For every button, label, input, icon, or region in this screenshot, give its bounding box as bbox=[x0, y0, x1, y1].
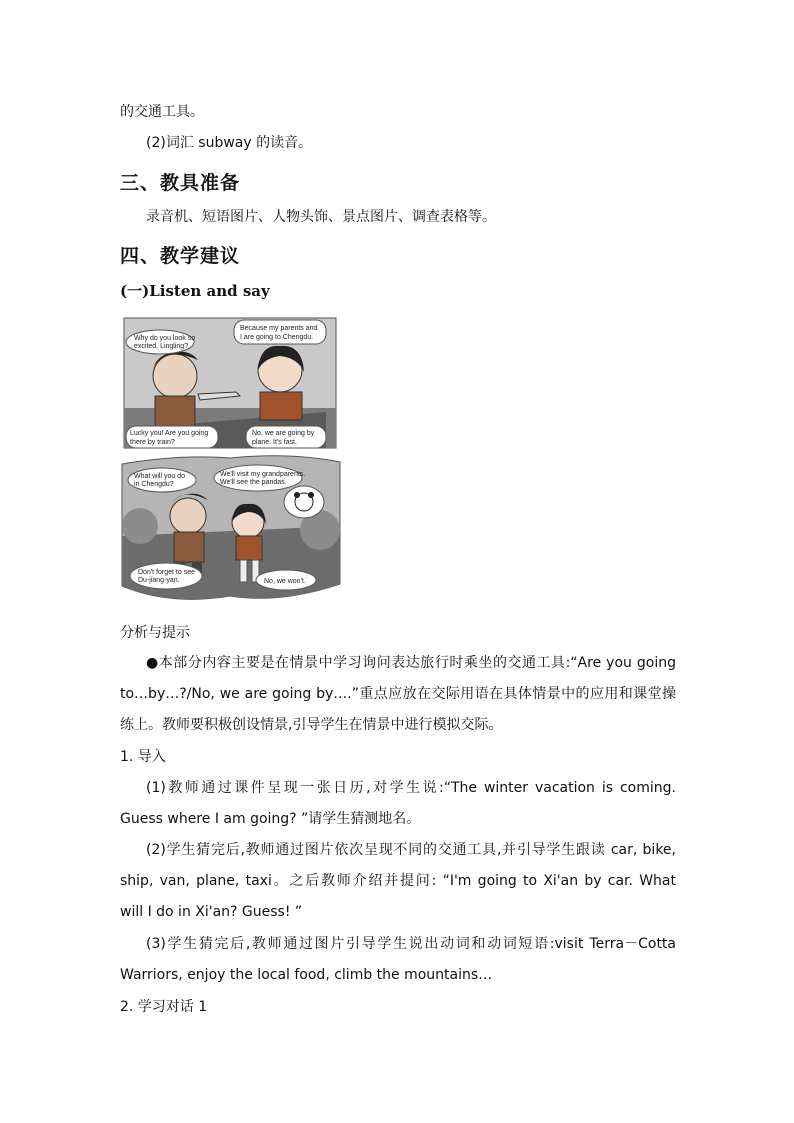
speech-bubble bbox=[256, 570, 316, 590]
bubble-text: I are going to Chengdu. bbox=[240, 334, 314, 341]
section-heading: 四、教学建议 bbox=[120, 245, 241, 267]
bubble-text: in Chengdu? bbox=[134, 481, 174, 488]
speech-bubble bbox=[246, 426, 326, 448]
bubble-text: We'll see the pandas. bbox=[220, 479, 287, 486]
speech-bubble bbox=[126, 330, 195, 354]
paragraph-line: (3)学生猜完后,教师通过图片引导学生说出动词和动词短语:visit Terra－Cotta bbox=[146, 936, 676, 952]
bubble-text: No, we won't. bbox=[264, 578, 306, 585]
bubble-text: Don't forget to see bbox=[138, 569, 195, 576]
bubble-text: Du-jiang-yan. bbox=[138, 577, 180, 584]
bubble-text: Because my parents and bbox=[240, 325, 318, 332]
speech-bubble bbox=[234, 320, 326, 344]
paragraph-line: (2)学生猜完后,教师通过图片依次呈现不同的交通工具,并引导学生跟读 car, bike, bbox=[146, 842, 676, 858]
comic-svg bbox=[120, 316, 342, 606]
paragraph-line: will I do in Xi'an? Guess! ” bbox=[120, 904, 303, 920]
text-line: (2)词汇 subway 的读音。 bbox=[146, 135, 313, 151]
text-line: 的交通工具。 bbox=[120, 104, 204, 120]
bubble-text: Why do you look so bbox=[134, 335, 196, 342]
section-heading: 三、教具准备 bbox=[120, 172, 241, 194]
bubble-text: No, we are going by bbox=[252, 430, 315, 437]
speech-bubble bbox=[128, 468, 196, 492]
paragraph-line: ship, van, plane, taxi。之后教师介绍并提问: “I'm going to Xi'an by car. What bbox=[120, 873, 676, 889]
speech-bubble bbox=[130, 563, 202, 589]
paragraph-line: to…by…?/No, we are going by….”重点应放在交际用语在具体情景中的应用和课堂操 bbox=[120, 686, 676, 702]
comic-illustration bbox=[120, 316, 342, 606]
paragraph-line: Guess where I am going? ”请学生猜测地名。 bbox=[120, 811, 421, 827]
text-line: 录音机、短语图片、人物头饰、景点图片、调查表格等。 bbox=[146, 209, 496, 225]
step-heading: 1. 导入 bbox=[120, 749, 166, 765]
bubble-text: excited, Lingling? bbox=[134, 343, 189, 350]
bubble-text: there by train? bbox=[130, 439, 175, 446]
paragraph-line: ●本部分内容主要是在情景中学习询问表达旅行时乘坐的交通工具:“Are you going bbox=[146, 655, 676, 671]
step-heading: 2. 学习对话 1 bbox=[120, 999, 208, 1015]
paragraph-line: 练上。教师要积极创设情景,引导学生在情景中进行模拟交际。 bbox=[120, 717, 503, 733]
bubble-text: What will you do bbox=[134, 473, 185, 480]
bubble-text: plane. It's fast. bbox=[252, 439, 297, 446]
bubble-text: Lucky you! Are you going bbox=[130, 430, 209, 437]
speech-bubble bbox=[126, 426, 218, 448]
bubble-text: We'll visit my grandparents. bbox=[220, 471, 306, 478]
paragraph-line: Warriors, enjoy the local food, climb the mountains… bbox=[120, 967, 493, 983]
subsection-heading: (一)Listen and say bbox=[120, 282, 270, 300]
text-line: 分析与提示 bbox=[120, 625, 190, 641]
paragraph-line: (1)教师通过课件呈现一张日历,对学生说:“The winter vacation is coming. bbox=[146, 780, 676, 796]
